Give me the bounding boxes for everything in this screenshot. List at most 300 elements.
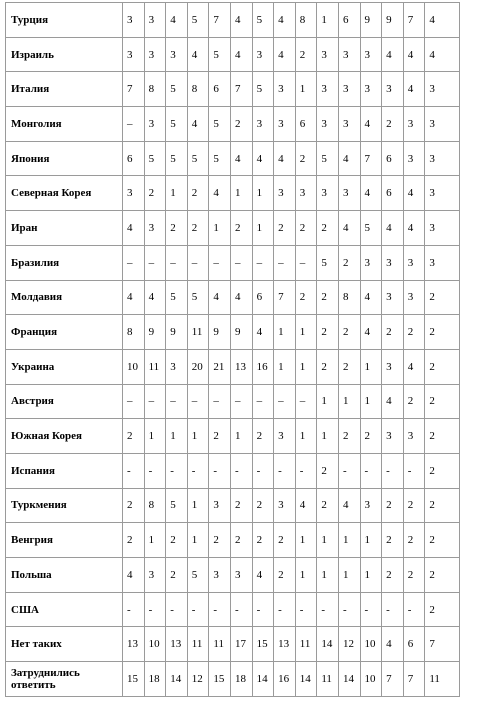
value-cell: 3: [382, 280, 404, 315]
value-cell: 11: [187, 627, 209, 662]
table-row: [6, 627, 460, 662]
value-cell: 11: [209, 627, 231, 662]
value-cell: –: [295, 384, 317, 419]
value-cell: 2: [317, 453, 339, 488]
value-cell: 2: [317, 315, 339, 350]
value-cell: -: [166, 592, 188, 627]
value-cell: -: [295, 592, 317, 627]
value-cell: 4: [230, 3, 252, 38]
country-name-cell: Северная Корея: [6, 176, 123, 211]
value-cell: 3: [274, 488, 296, 523]
value-cell: 3: [338, 72, 360, 107]
value-cell: 5: [187, 280, 209, 315]
value-cell: 3: [144, 107, 166, 142]
table-row: [6, 280, 460, 315]
value-cell: 3: [317, 37, 339, 72]
value-cell: 2: [382, 488, 404, 523]
value-cell: 4: [403, 72, 425, 107]
value-cell: 5: [166, 488, 188, 523]
value-cell: 1: [252, 211, 274, 246]
value-cell: 2: [295, 141, 317, 176]
value-cell: –: [123, 245, 145, 280]
value-cell: -: [403, 453, 425, 488]
value-cell: 3: [425, 245, 460, 280]
value-cell: 4: [230, 141, 252, 176]
value-cell: 2: [187, 176, 209, 211]
value-cell: 5: [209, 141, 231, 176]
value-cell: 6: [382, 176, 404, 211]
value-cell: 1: [338, 523, 360, 558]
value-cell: -: [144, 592, 166, 627]
value-cell: 4: [382, 384, 404, 419]
value-cell: 4: [252, 141, 274, 176]
value-cell: 1: [295, 523, 317, 558]
value-cell: 5: [209, 37, 231, 72]
value-cell: 4: [338, 141, 360, 176]
value-cell: 2: [317, 280, 339, 315]
value-cell: 2: [209, 419, 231, 454]
country-name-cell: Израиль: [6, 37, 123, 72]
value-cell: 7: [209, 3, 231, 38]
value-cell: 4: [187, 107, 209, 142]
value-cell: -: [338, 592, 360, 627]
value-cell: 18: [230, 662, 252, 697]
value-cell: 7: [360, 141, 382, 176]
value-cell: –: [187, 384, 209, 419]
value-cell: 4: [382, 211, 404, 246]
value-cell: 3: [144, 211, 166, 246]
value-cell: -: [252, 453, 274, 488]
value-cell: 11: [425, 662, 460, 697]
value-cell: -: [317, 592, 339, 627]
value-cell: 7: [425, 627, 460, 662]
value-cell: 4: [382, 627, 404, 662]
value-cell: 1: [187, 523, 209, 558]
country-name-cell: Иран: [6, 211, 123, 246]
value-cell: 2: [425, 453, 460, 488]
value-cell: 2: [252, 523, 274, 558]
country-name-cell: Франция: [6, 315, 123, 350]
value-cell: 13: [230, 349, 252, 384]
value-cell: 1: [230, 176, 252, 211]
value-cell: 1: [166, 176, 188, 211]
value-cell: 3: [295, 176, 317, 211]
table-row: [6, 384, 460, 419]
value-cell: 6: [252, 280, 274, 315]
value-cell: 2: [230, 523, 252, 558]
value-cell: 2: [317, 211, 339, 246]
value-cell: 1: [209, 211, 231, 246]
value-cell: 1: [252, 176, 274, 211]
value-cell: 7: [123, 72, 145, 107]
value-cell: 4: [252, 315, 274, 350]
value-cell: 8: [338, 280, 360, 315]
value-cell: 4: [360, 107, 382, 142]
value-cell: -: [123, 453, 145, 488]
value-cell: 2: [403, 558, 425, 593]
value-cell: –: [166, 245, 188, 280]
value-cell: –: [209, 384, 231, 419]
value-cell: 6: [123, 141, 145, 176]
country-name-cell: Польша: [6, 558, 123, 593]
value-cell: 9: [382, 3, 404, 38]
table-row: [6, 37, 460, 72]
value-cell: 2: [360, 419, 382, 454]
value-cell: 3: [360, 37, 382, 72]
value-cell: 1: [187, 488, 209, 523]
value-cell: 1: [317, 558, 339, 593]
value-cell: 2: [425, 280, 460, 315]
value-cell: 2: [382, 558, 404, 593]
value-cell: 15: [209, 662, 231, 697]
value-cell: 2: [209, 523, 231, 558]
value-cell: 9: [166, 315, 188, 350]
value-cell: 7: [382, 662, 404, 697]
value-cell: 3: [403, 419, 425, 454]
value-cell: 2: [425, 592, 460, 627]
value-cell: 1: [360, 523, 382, 558]
value-cell: 2: [123, 523, 145, 558]
value-cell: 13: [166, 627, 188, 662]
value-cell: 5: [144, 141, 166, 176]
value-cell: 3: [360, 245, 382, 280]
value-cell: 6: [382, 141, 404, 176]
table-row: [6, 141, 460, 176]
country-survey-table: [5, 2, 460, 697]
value-cell: 4: [187, 37, 209, 72]
value-cell: –: [230, 245, 252, 280]
value-cell: 14: [338, 662, 360, 697]
value-cell: –: [295, 245, 317, 280]
value-cell: 3: [338, 176, 360, 211]
value-cell: 6: [403, 627, 425, 662]
value-cell: 8: [187, 72, 209, 107]
value-cell: 2: [295, 211, 317, 246]
value-cell: 4: [338, 211, 360, 246]
value-cell: 3: [252, 107, 274, 142]
value-cell: 11: [144, 349, 166, 384]
country-name-cell: Италия: [6, 72, 123, 107]
value-cell: 2: [166, 523, 188, 558]
value-cell: 6: [338, 3, 360, 38]
value-cell: 5: [252, 3, 274, 38]
value-cell: 5: [166, 107, 188, 142]
value-cell: -: [360, 453, 382, 488]
value-cell: 2: [382, 315, 404, 350]
value-cell: 4: [209, 176, 231, 211]
value-cell: 5: [187, 558, 209, 593]
value-cell: 9: [360, 3, 382, 38]
value-cell: 2: [166, 211, 188, 246]
value-cell: 10: [360, 627, 382, 662]
value-cell: -: [209, 453, 231, 488]
value-cell: -: [230, 453, 252, 488]
value-cell: 3: [166, 37, 188, 72]
value-cell: 2: [274, 211, 296, 246]
country-name-cell: США: [6, 592, 123, 627]
value-cell: 2: [403, 523, 425, 558]
country-name-cell: Турция: [6, 3, 123, 38]
value-cell: 2: [252, 419, 274, 454]
value-cell: 1: [230, 419, 252, 454]
value-cell: 1: [360, 558, 382, 593]
table-body: [6, 3, 460, 697]
value-cell: 4: [123, 280, 145, 315]
value-cell: 1: [317, 523, 339, 558]
value-cell: 2: [382, 523, 404, 558]
value-cell: 3: [360, 488, 382, 523]
value-cell: 5: [209, 107, 231, 142]
value-cell: 1: [144, 419, 166, 454]
value-cell: 2: [274, 523, 296, 558]
table-row: [6, 558, 460, 593]
value-cell: 1: [295, 349, 317, 384]
value-cell: -: [338, 453, 360, 488]
country-name-cell: Монголия: [6, 107, 123, 142]
value-cell: 2: [295, 37, 317, 72]
table-row: [6, 315, 460, 350]
value-cell: 2: [144, 176, 166, 211]
value-cell: 5: [317, 245, 339, 280]
value-cell: 9: [230, 315, 252, 350]
value-cell: 4: [295, 488, 317, 523]
value-cell: 3: [403, 280, 425, 315]
value-cell: 1: [187, 419, 209, 454]
value-cell: 1: [144, 523, 166, 558]
value-cell: 15: [252, 627, 274, 662]
table-row: [6, 3, 460, 38]
value-cell: 7: [403, 3, 425, 38]
value-cell: 7: [230, 72, 252, 107]
table-row: [6, 107, 460, 142]
value-cell: –: [252, 384, 274, 419]
value-cell: 5: [187, 3, 209, 38]
table-row: [6, 245, 460, 280]
country-name-cell: Япония: [6, 141, 123, 176]
value-cell: 3: [403, 245, 425, 280]
value-cell: 14: [317, 627, 339, 662]
value-cell: –: [230, 384, 252, 419]
value-cell: 5: [317, 141, 339, 176]
value-cell: 5: [166, 141, 188, 176]
country-name-cell: Нет таких: [6, 627, 123, 662]
value-cell: 3: [425, 176, 460, 211]
value-cell: 3: [317, 72, 339, 107]
value-cell: 4: [230, 37, 252, 72]
table-row: [6, 453, 460, 488]
value-cell: 6: [209, 72, 231, 107]
value-cell: 4: [209, 280, 231, 315]
value-cell: 4: [274, 37, 296, 72]
value-cell: 14: [166, 662, 188, 697]
value-cell: 4: [274, 3, 296, 38]
value-cell: 3: [382, 349, 404, 384]
value-cell: 14: [252, 662, 274, 697]
value-cell: 3: [123, 3, 145, 38]
value-cell: 2: [425, 419, 460, 454]
value-cell: 4: [360, 315, 382, 350]
value-cell: -: [187, 592, 209, 627]
value-cell: 4: [403, 349, 425, 384]
value-cell: 4: [123, 211, 145, 246]
country-name-cell: Туркмения: [6, 488, 123, 523]
value-cell: 3: [274, 107, 296, 142]
value-cell: 3: [144, 3, 166, 38]
value-cell: 3: [144, 558, 166, 593]
value-cell: 3: [425, 107, 460, 142]
value-cell: 1: [274, 315, 296, 350]
value-cell: 5: [166, 72, 188, 107]
value-cell: 2: [230, 107, 252, 142]
value-cell: 10: [144, 627, 166, 662]
country-name-cell: Австрия: [6, 384, 123, 419]
value-cell: 3: [338, 37, 360, 72]
value-cell: 7: [274, 280, 296, 315]
value-cell: 3: [382, 245, 404, 280]
value-cell: 3: [382, 419, 404, 454]
value-cell: 9: [209, 315, 231, 350]
value-cell: 3: [166, 349, 188, 384]
value-cell: 5: [187, 141, 209, 176]
value-cell: -: [123, 592, 145, 627]
value-cell: 3: [209, 488, 231, 523]
value-cell: 1: [295, 72, 317, 107]
value-cell: 3: [317, 176, 339, 211]
value-cell: 1: [295, 419, 317, 454]
value-cell: 3: [144, 37, 166, 72]
value-cell: 1: [360, 349, 382, 384]
value-cell: 14: [295, 662, 317, 697]
value-cell: 2: [295, 280, 317, 315]
value-cell: 4: [252, 558, 274, 593]
value-cell: 3: [123, 176, 145, 211]
value-cell: 4: [360, 280, 382, 315]
value-cell: 2: [425, 349, 460, 384]
value-cell: 11: [317, 662, 339, 697]
value-cell: 2: [123, 488, 145, 523]
value-cell: 2: [382, 107, 404, 142]
value-cell: –: [187, 245, 209, 280]
value-cell: 2: [166, 558, 188, 593]
value-cell: -: [274, 592, 296, 627]
value-cell: -: [403, 592, 425, 627]
value-cell: 4: [403, 176, 425, 211]
value-cell: –: [144, 245, 166, 280]
value-cell: -: [209, 592, 231, 627]
value-cell: 2: [403, 384, 425, 419]
value-cell: 12: [187, 662, 209, 697]
value-cell: 15: [123, 662, 145, 697]
value-cell: 2: [123, 419, 145, 454]
value-cell: 2: [338, 245, 360, 280]
value-cell: 1: [317, 3, 339, 38]
table-row: [6, 349, 460, 384]
value-cell: 3: [274, 72, 296, 107]
value-cell: 3: [230, 558, 252, 593]
value-cell: 10: [123, 349, 145, 384]
value-cell: 2: [425, 384, 460, 419]
value-cell: –: [274, 245, 296, 280]
country-name-cell: Молдавия: [6, 280, 123, 315]
value-cell: 3: [123, 37, 145, 72]
table-row: [6, 592, 460, 627]
value-cell: 1: [338, 558, 360, 593]
value-cell: 17: [230, 627, 252, 662]
value-cell: –: [252, 245, 274, 280]
country-name-cell: Затруднились ответить: [6, 662, 123, 697]
table-row: [6, 176, 460, 211]
value-cell: 5: [360, 211, 382, 246]
value-cell: 4: [144, 280, 166, 315]
value-cell: 12: [338, 627, 360, 662]
value-cell: 4: [425, 3, 460, 38]
value-cell: 1: [317, 384, 339, 419]
value-cell: 20: [187, 349, 209, 384]
value-cell: 5: [252, 72, 274, 107]
value-cell: 16: [274, 662, 296, 697]
value-cell: 6: [295, 107, 317, 142]
table-row: [6, 211, 460, 246]
value-cell: 1: [166, 419, 188, 454]
value-cell: 3: [274, 419, 296, 454]
value-cell: -: [166, 453, 188, 488]
value-cell: –: [123, 107, 145, 142]
value-cell: 2: [317, 488, 339, 523]
value-cell: 3: [403, 107, 425, 142]
value-cell: 2: [425, 315, 460, 350]
value-cell: 1: [338, 384, 360, 419]
value-cell: 2: [403, 315, 425, 350]
value-cell: 3: [382, 72, 404, 107]
value-cell: 2: [338, 419, 360, 454]
value-cell: -: [382, 592, 404, 627]
value-cell: 4: [274, 141, 296, 176]
value-cell: 1: [317, 419, 339, 454]
value-cell: 2: [187, 211, 209, 246]
country-name-cell: Бразилия: [6, 245, 123, 280]
value-cell: 2: [274, 558, 296, 593]
value-cell: 3: [338, 107, 360, 142]
value-cell: –: [274, 384, 296, 419]
table-row: [6, 523, 460, 558]
value-cell: 2: [403, 488, 425, 523]
value-cell: 4: [360, 176, 382, 211]
value-cell: 2: [338, 349, 360, 384]
country-name-cell: Южная Корея: [6, 419, 123, 454]
value-cell: 4: [123, 558, 145, 593]
value-cell: 3: [209, 558, 231, 593]
country-name-cell: Испания: [6, 453, 123, 488]
value-cell: 1: [274, 349, 296, 384]
value-cell: 2: [252, 488, 274, 523]
value-cell: 4: [403, 37, 425, 72]
value-cell: 2: [230, 488, 252, 523]
table-row: [6, 72, 460, 107]
country-name-cell: Венгрия: [6, 523, 123, 558]
value-cell: 4: [425, 37, 460, 72]
value-cell: 1: [295, 558, 317, 593]
value-cell: 8: [295, 3, 317, 38]
value-cell: 8: [144, 488, 166, 523]
value-cell: 3: [425, 141, 460, 176]
value-cell: –: [209, 245, 231, 280]
value-cell: 11: [295, 627, 317, 662]
value-cell: 3: [425, 211, 460, 246]
value-cell: 11: [187, 315, 209, 350]
value-cell: -: [187, 453, 209, 488]
value-cell: 3: [317, 107, 339, 142]
value-cell: 4: [166, 3, 188, 38]
